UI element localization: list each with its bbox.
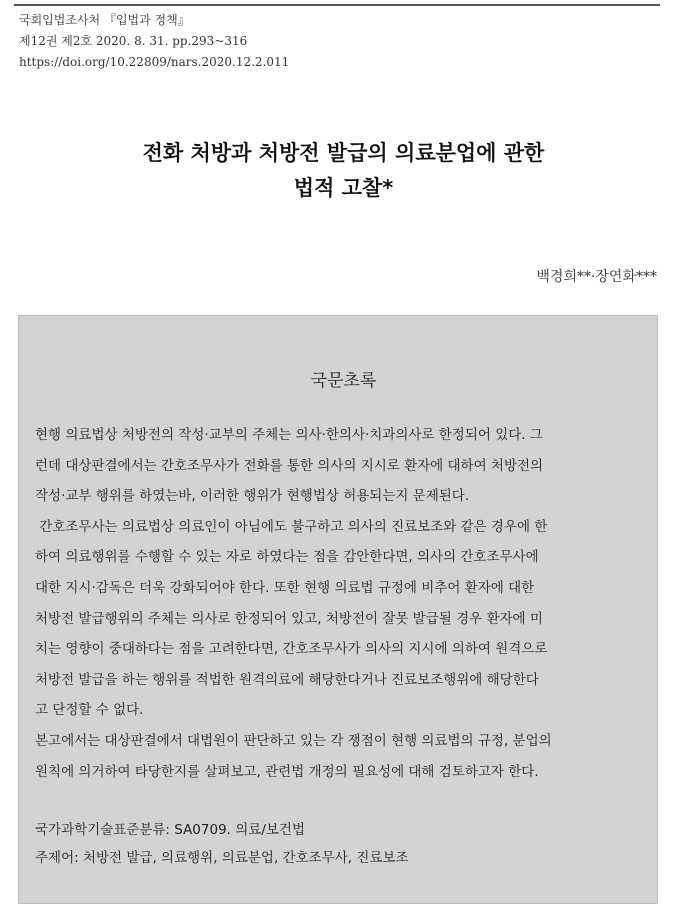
title-line-2: 법적 고찰*: [293, 176, 394, 200]
title-line-1: 전화 처방과 처방전 발급의 의료분업에 관한: [142, 141, 545, 165]
journal-issue: 제12권 제2호 2020. 8. 31. pp.293~316: [19, 34, 248, 48]
abstract-line: 작성·교부 행위를 하였는바, 이러한 행위가 현행법상 허용되는지 문제된다.: [35, 488, 470, 505]
abstract-line: 원칙에 의거하여 타당한지를 살펴보고, 관련법 개정의 필요성에 대해 검토하고자 한다.: [35, 763, 539, 780]
journal-name: 국회입법조사처 『입법과 정책』: [19, 13, 190, 27]
abstract-line: 치는 영향이 중대하다는 점을 고려한다면, 간호조무사가 의사의 지시에 의하여 원격으로: [35, 641, 548, 658]
classification: 국가과학기술표준분류: SA0709. 의료/보건법: [35, 822, 305, 838]
abstract-footer: [35, 816, 409, 872]
authors: 백경희**·장연화***: [536, 269, 657, 285]
abstract-heading: 국문초록: [310, 371, 377, 391]
abstract-line: 하여 의료행위를 수행할 수 있는 자로 하였다는 점을 감안한다면, 의사의 간호조무사에: [35, 549, 539, 566]
abstract-line: 처방전 발급행위의 주체는 의사로 한정되어 있고, 처방전이 잘못 발급될 경우 환자에 미: [35, 610, 543, 627]
abstract-line: 간호조무사는 의료법상 의료인이 아님에도 불구하고 의사의 진료보조와 같은 경우에 한: [35, 518, 548, 535]
abstract-line: 런데 대상판결에서는 간호조무사가 전화를 통한 의사의 지시로 환자에 대하여 처방전의: [35, 457, 544, 474]
journal-header: [19, 10, 289, 73]
abstract-line: 대한 지시·감독은 더욱 강화되어야 한다. 또한 현행 의료법 규정에 비추어 환자에 대한: [35, 579, 535, 596]
top-rule: [14, 4, 660, 6]
keywords: 주제어: 처방전 발급, 의료행위, 의료분업, 간호조무사, 진료보조: [35, 850, 409, 866]
abstract-line: 고 단정할 수 없다.: [35, 702, 144, 719]
abstract-line: 본고에서는 대상판결에서 대법원이 판단하고 있는 각 쟁점이 현행 의료법의 규정, 분업의: [35, 732, 552, 749]
abstract-line: 처방전 발급을 하는 행위를 적법한 원격의료에 해당한다거나 진료보조행위에 해당한다: [35, 671, 539, 688]
abstract-line: 현행 의료법상 처방전의 작성·교부의 주체는 의사·한의사·치과의사로 한정되어 있다. 그: [35, 427, 543, 443]
paper-title: [0, 136, 687, 206]
doi-link[interactable]: https://doi.org/10.22809/nars.2020.12.2.011: [19, 55, 290, 69]
abstract-body: [35, 420, 552, 787]
